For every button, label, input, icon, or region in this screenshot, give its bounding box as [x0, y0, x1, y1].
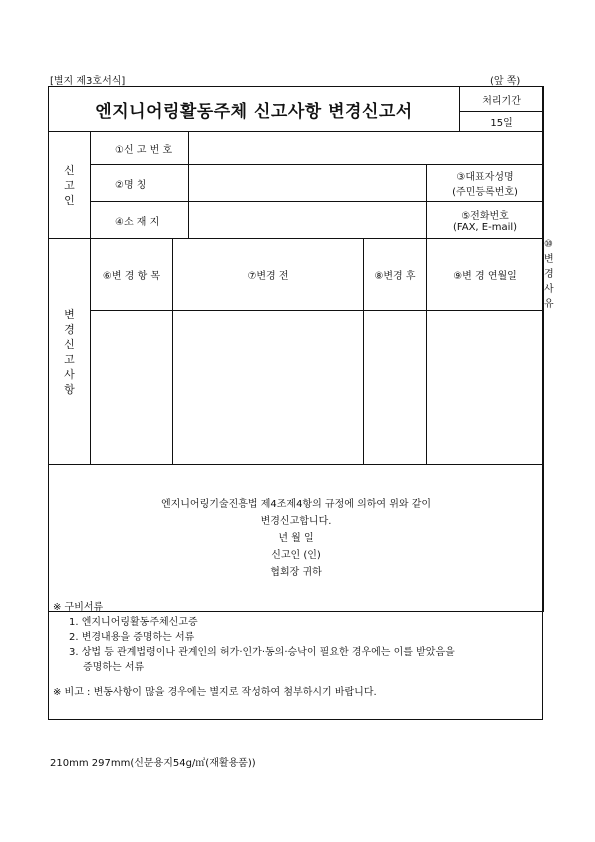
- change-item-field[interactable]: [91, 311, 173, 465]
- declaration-block: 엔지니어링기술진흥법 제4조제4항의 규정에 의하여 위와 같이 변경신고합니다. 년 월 일 신고인 (인) 협회장 귀하: [49, 465, 544, 612]
- form-table: 엔지니어링활동주체 신고사항 변경신고서 처리기간 15일 신 고 인 ①신 고 번 호 ②명 칭 ③대표자성명 (주민등록번호) ④소 재 지 ⑤전화번호 (FAX, E-mail) 변 경 신 고 사 항 ⑥변 경 항 목 ⑦변경 전 ⑧변경 후 ⑨변 경 연월일 ⑩변경사유 엔지니어링기술진흥법 제4조제4항의 규정에 의하여 위와 같이 변경신고합니다. 년 월 일 신고인 (인) 협회장 귀하: [48, 86, 544, 612]
- change-date-field[interactable]: [427, 311, 544, 465]
- page-side-label: (앞 쪽): [490, 76, 521, 87]
- before-change-header: ⑦변경 전: [173, 239, 364, 311]
- form-number: [별지 제3호서식]: [50, 76, 126, 87]
- declaration-date: 년 월 일: [278, 532, 314, 544]
- address-field[interactable]: [189, 202, 427, 239]
- reporter-section-label: 신 고 인: [49, 132, 91, 239]
- name-label: ②명 칭: [91, 165, 189, 202]
- notes-block: [53, 600, 543, 700]
- processing-period-label: 처리기간: [460, 87, 544, 112]
- note-item: 3. 상법 등 관계법령이나 관계인의 허가·인가·동의·승낙이 필요한 경우에는 이를 받았음을: [69, 647, 455, 658]
- report-number-field[interactable]: [189, 132, 544, 165]
- form-frame: [48, 86, 554, 720]
- before-change-field[interactable]: [173, 311, 364, 465]
- form-title: 엔지니어링활동주체 신고사항 변경신고서: [49, 87, 460, 132]
- declaration-signer: 신고인 (인): [271, 549, 321, 561]
- after-change-field[interactable]: [364, 311, 427, 465]
- change-date-header: ⑨변 경 연월일: [427, 239, 544, 311]
- declaration-addressee: 협회장 귀하: [270, 566, 322, 578]
- report-number-label: ①신 고 번 호: [91, 132, 189, 165]
- change-item-header: ⑥변 경 항 목: [91, 239, 173, 311]
- after-change-header: ⑧변경 후: [364, 239, 427, 311]
- note-item: 증명하는 서류: [83, 662, 145, 673]
- note-item: 2. 변경내용을 증명하는 서류: [69, 632, 195, 643]
- note-item: 1. 엔지니어링활동주체신고증: [69, 617, 198, 628]
- paper-spec-footer: 210mm 297mm(신문용지54g/㎡(재활용품)): [50, 758, 256, 769]
- representative-label: ③대표자성명 (주민등록번호): [427, 165, 544, 202]
- name-field[interactable]: [189, 165, 427, 202]
- changes-section-label: 변 경 신 고 사 항: [49, 239, 91, 465]
- processing-period-value: 15일: [460, 112, 544, 132]
- phone-label: ⑤전화번호 (FAX, E-mail): [427, 202, 544, 239]
- address-label: ④소 재 지: [91, 202, 189, 239]
- notes-heading: ※ 구비서류: [53, 602, 104, 613]
- remark-note: ※ 비고 : 변동사항이 많을 경우에는 별지로 작성하여 첨부하시기 바랍니다.: [53, 687, 377, 698]
